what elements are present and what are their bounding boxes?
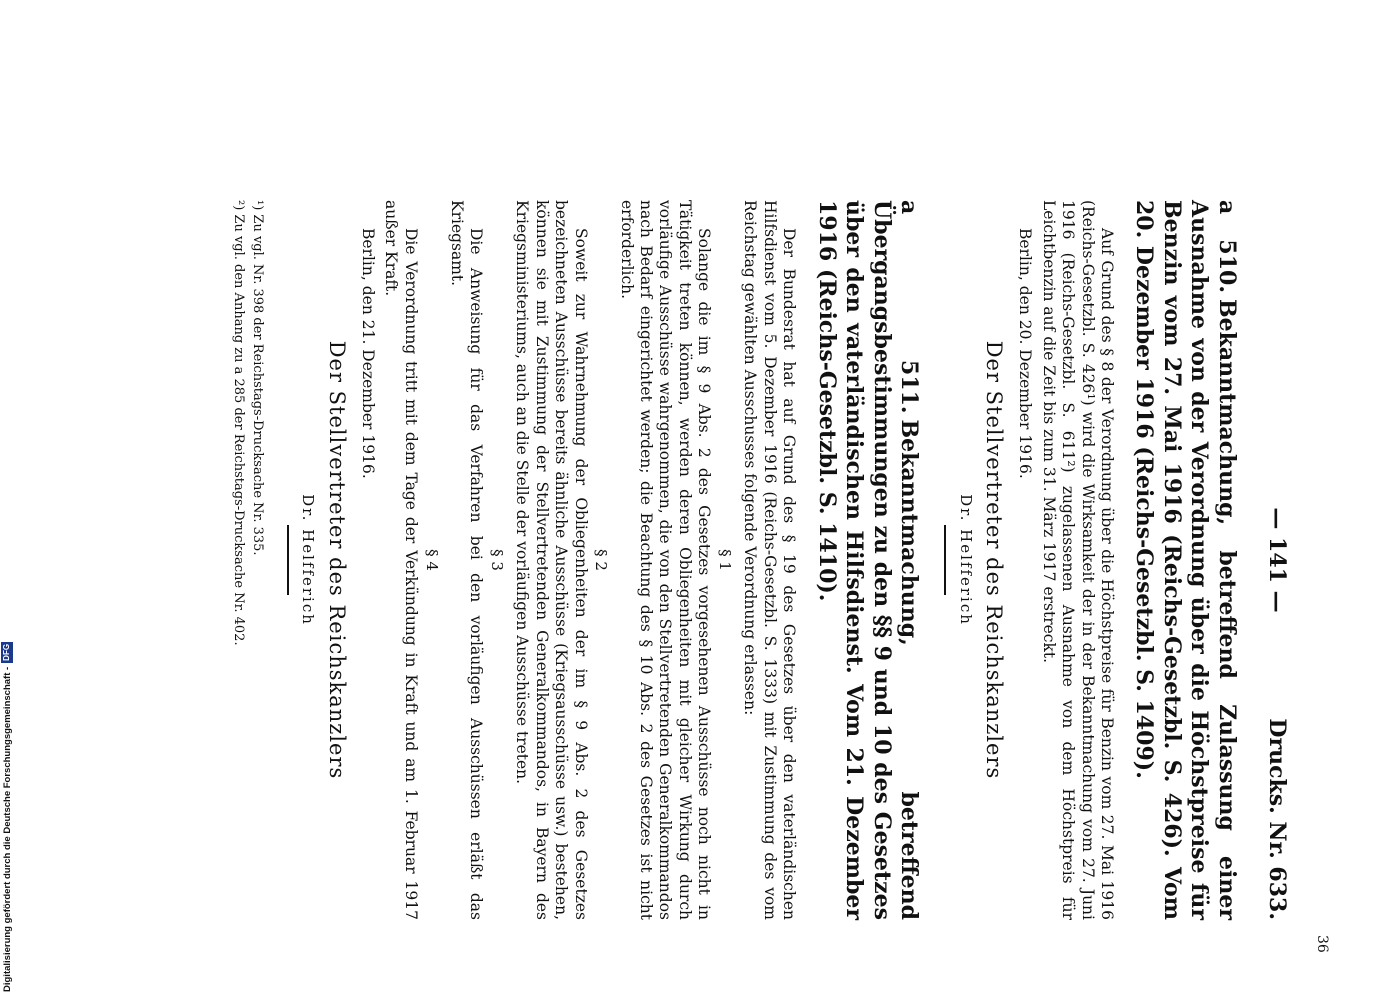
announcement-510-signature-title: Der Stellvertreter des Reichskanzlers <box>982 340 1007 780</box>
page-header <box>1250 200 1290 920</box>
paragraph-3-mark: § 3 <box>488 549 507 571</box>
announcement-511-number: a 511. <box>896 200 923 414</box>
paragraph-4-mark: § 4 <box>422 549 441 571</box>
section-divider <box>287 525 289 595</box>
announcement-510-body: Auf Grund des § 8 der Verordnung über die Höchstpreise für Benzin vom 27. Mai 1916 (Reichs-Gesetzbl. S. 426¹) wird die Wirksamkeit der in der Bekanntmachung vom 27. Juni 1916 (Reichs-Gesetzbl. S. 611²) zugelassenen Ausnahme von dem Höchstpreis für Leichtbenzin auf die Zeit bis zum 31. März 1917 erstreckt. <box>1039 200 1116 920</box>
announcement-510-number: a 510. <box>1214 200 1240 293</box>
paragraph-1-mark: § 1 <box>716 549 734 571</box>
announcement-510-signature-name: Dr. Helfferich <box>956 494 975 626</box>
announcement-510 <box>944 200 1240 920</box>
paragraph-3-text: Die Anweisung für das Verfahren bei den vorläufigen Ausschüssen erläßt das Kriegsamt. <box>448 200 486 920</box>
announcement-511-signature-title: Der Stellvertreter des Reichskanzlers <box>324 340 349 780</box>
announcement-510-place-date: Berlin, den 20. Dezember 1916. <box>1016 228 1035 479</box>
paragraph-2-mark: § 2 <box>592 549 611 571</box>
dfg-logo-icon: DFG <box>2 643 11 661</box>
paragraph-1-text: Solange die im § 9 Abs. 2 des Gesetzes vorgesehenen Ausschüsse noch nicht in Tätigkeit treten können, werden deren Obliegenheiten mit gleicher Wirkung durch vorläufige Ausschüsse wahrgenommen, die von den Stellvertretenden Generalkommandos nach Bedarf eingerichtet werden; die Beachtung des § 10 Abs. 2 des Gesetzes ist nicht erforderlich. <box>617 200 714 920</box>
announcement-511-intro: Der Bundesrat hat auf Grund des § 19 des Gesetzes über den vaterländischen Hilfsdienst vom 5. Dezember 1916 (Reichs-Gesetzbl. S. 1333) mit Zustimmung des vom Reichstag gewählten Ausschusses folgende Verordnung erlassen: <box>741 200 799 920</box>
footnote-1: ¹) Zu vgl. Nr. 398 der Reichstags-Drucksache Nr. 335. <box>249 200 265 556</box>
section-divider <box>944 525 946 595</box>
paragraph-2-text: Soweit zur Wahrnehmung der Obliegenheiten der im § 9 Abs. 2 des Gesetzes bezeichneten Ausschüsse bereits ähnliche Ausschüsse (Kriegsausschüsse usw.) bestehen, können sie mit Zustimmung der Stellvertretenden Generalkommandos, in Bayern des Kriegsministeriums, auch an die Stelle der vorläufigen Ausschüsse treten. <box>513 200 590 920</box>
digitization-credit <box>0 642 14 1000</box>
footnote-2: ²) Zu vgl. den Anhang zu a 285 der Reichstags-Drucksache Nr. 402. <box>231 200 247 646</box>
announcement-511-title-text: Bekanntmachung, betreffend Übergangsbestimmungen zu den §§ 9 und 10 des Gesetzes über den vaterländischen Hilfsdienst. Vom 21. Dezember 1916 (Reichs-Gesetzbl. S. 1410). <box>813 200 923 921</box>
announcement-511 <box>287 200 922 920</box>
side-page-number: 36 <box>1314 935 1330 953</box>
announcement-511-signature-name: Dr. Helfferich <box>299 494 318 626</box>
announcement-510-title-text: Bekanntmachung, betreffend Zulassung einer Ausnahme von der Verordnung über die Höchstpreise für Benzin vom 27. Mai 1916 (Reichs-Gesetzbl. S. 426). Vom 20. Dezember 1916 (Reichs-Gesetzbl. S. 1409). <box>1131 200 1240 920</box>
announcement-511-place-date: Berlin, den 21. Dezember 1916. <box>359 228 378 479</box>
digitization-credit-text: Digitalisierung gefördert durch die Deutsche Forschungsgemeinschaft - <box>1 666 13 992</box>
scanned-document-page <box>200 150 1330 970</box>
print-reference: Drucks. Nr. 633. <box>1264 718 1290 920</box>
footnotes <box>230 200 265 920</box>
page-number: — 141 — <box>1264 507 1290 613</box>
announcement-510-title <box>1130 200 1240 920</box>
announcement-511-title <box>812 200 922 920</box>
paragraph-4-text: Die Verordnung tritt mit dem Tage der Verkündung in Kraft und am 1. Februar 1917 außer Kraft. <box>382 200 420 920</box>
